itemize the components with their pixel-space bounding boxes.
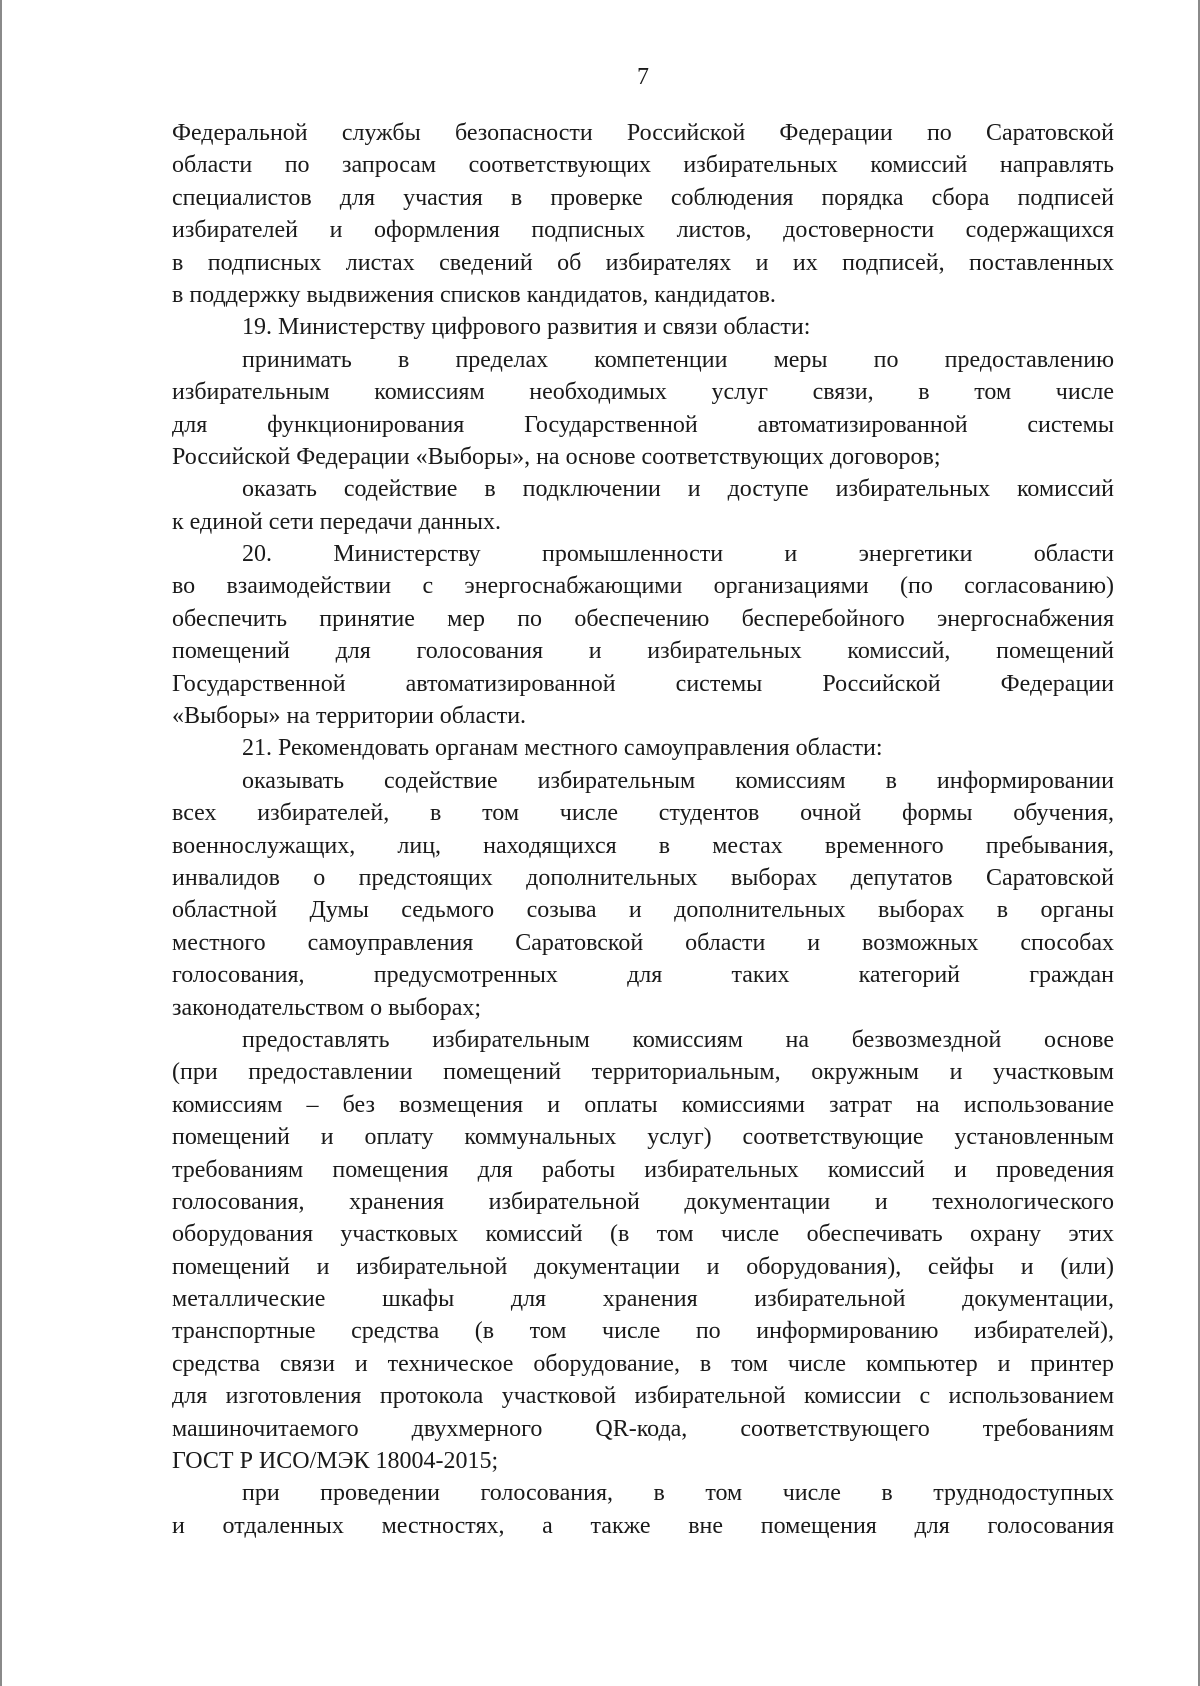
text-line: Государственной автоматизированной системы Российской Федерации: [172, 670, 1114, 697]
text-line: 20. Министерству промышленности и энергетики области: [242, 541, 1114, 568]
text-line: (при предоставлении помещений территориальным, окружным и участковым: [172, 1059, 1114, 1086]
text-line: комиссиям – без возмещения и оплаты комиссиями затрат на использование: [172, 1091, 1114, 1118]
text-line: средства связи и техническое оборудование, в том числе компьютер и принтер: [172, 1350, 1114, 1377]
text-line: области по запросам соответствующих избирательных комиссий направлять: [172, 152, 1114, 179]
text-line: требованиям помещения для работы избирательных комиссий и проведения: [172, 1156, 1114, 1183]
text-line: во взаимодействии с энергоснабжающими организациями (по согласованию): [172, 573, 1114, 600]
text-line: избирателей и оформления подписных листов, достоверности содержащихся: [172, 217, 1114, 244]
text-line: для изготовления протокола участковой избирательной комиссии с использованием: [172, 1383, 1114, 1410]
text-line: при проведении голосования, в том числе в труднодоступных: [242, 1480, 1114, 1507]
text-line: областной Думы седьмого созыва и дополнительных выборах в органы: [172, 897, 1114, 924]
document-page: [172, 55, 1114, 1542]
text-line: голосования, хранения избирательной документации и технологического: [172, 1188, 1114, 1215]
text-line: обеспечить принятие мер по обеспечению бесперебойного энергоснабжения: [172, 605, 1114, 632]
text-line: 21. Рекомендовать органам местного самоуправления области:: [242, 735, 883, 762]
text-line: 19. Министерству цифрового развития и связи области:: [242, 314, 811, 341]
page-number: 7: [637, 64, 649, 90]
text-line: помещений для голосования и избирательных комиссий, помещений: [172, 638, 1114, 665]
text-line: оказать содействие в подключении и доступе избирательных комиссий: [242, 476, 1114, 503]
text-line: местного самоуправления Саратовской области и возможных способах: [172, 929, 1114, 956]
text-line: законодательством о выборах;: [172, 994, 482, 1021]
text-line: ГОСТ Р ИСО/МЭК 18004-2015;: [172, 1448, 499, 1475]
document-body: [172, 117, 1114, 1542]
text-line: и отдаленных местностях, а также вне помещения для голосования: [172, 1512, 1114, 1539]
scan-edge-left: [0, 0, 2, 1686]
text-line: специалистов для участия в проверке соблюдения порядка сбора подписей: [172, 184, 1114, 211]
text-line: принимать в пределах компетенции меры по предоставлению: [242, 346, 1114, 373]
text-line: помещений и избирательной документации и оборудования), сейфы и (или): [172, 1253, 1114, 1280]
text-line: избирательным комиссиям необходимых услуг связи, в том числе: [172, 379, 1114, 406]
text-line: в подписных листах сведений об избирателях и их подписей, поставленных: [172, 249, 1114, 276]
text-line: в поддержку выдвижения списков кандидатов, кандидатов.: [172, 281, 776, 308]
text-line: оборудования участковых комиссий (в том числе обеспечивать охрану этих: [172, 1221, 1114, 1248]
text-line: инвалидов о предстоящих дополнительных выборах депутатов Саратовской: [172, 864, 1114, 891]
text-line: Федеральной службы безопасности Российской Федерации по Саратовской: [172, 120, 1114, 146]
text-line: машиночитаемого двухмерного QR-кода, соответствующего требованиям: [172, 1415, 1114, 1442]
text-line: транспортные средства (в том числе по информированию избирателей),: [172, 1318, 1114, 1345]
text-line: для функционирования Государственной автоматизированной системы: [172, 411, 1114, 438]
text-line: металлические шкафы для хранения избирательной документации,: [172, 1286, 1114, 1313]
text-line: оказывать содействие избирательным комиссиям в информировании: [242, 767, 1114, 794]
text-line: к единой сети передачи данных.: [172, 508, 501, 535]
text-line: «Выборы» на территории области.: [172, 703, 527, 730]
text-line: военнослужащих, лиц, находящихся в местах временного пребывания,: [172, 832, 1114, 859]
text-line: предоставлять избирательным комиссиям на безвозмездной основе: [242, 1026, 1114, 1053]
text-line: голосования, предусмотренных для таких категорий граждан: [172, 962, 1114, 989]
text-line: помещений и оплату коммунальных услуг) соответствующие установленным: [172, 1124, 1114, 1151]
text-line: всех избирателей, в том числе студентов очной формы обучения,: [172, 800, 1114, 827]
text-line: Российской Федерации «Выборы», на основе соответствующих договоров;: [172, 443, 941, 470]
